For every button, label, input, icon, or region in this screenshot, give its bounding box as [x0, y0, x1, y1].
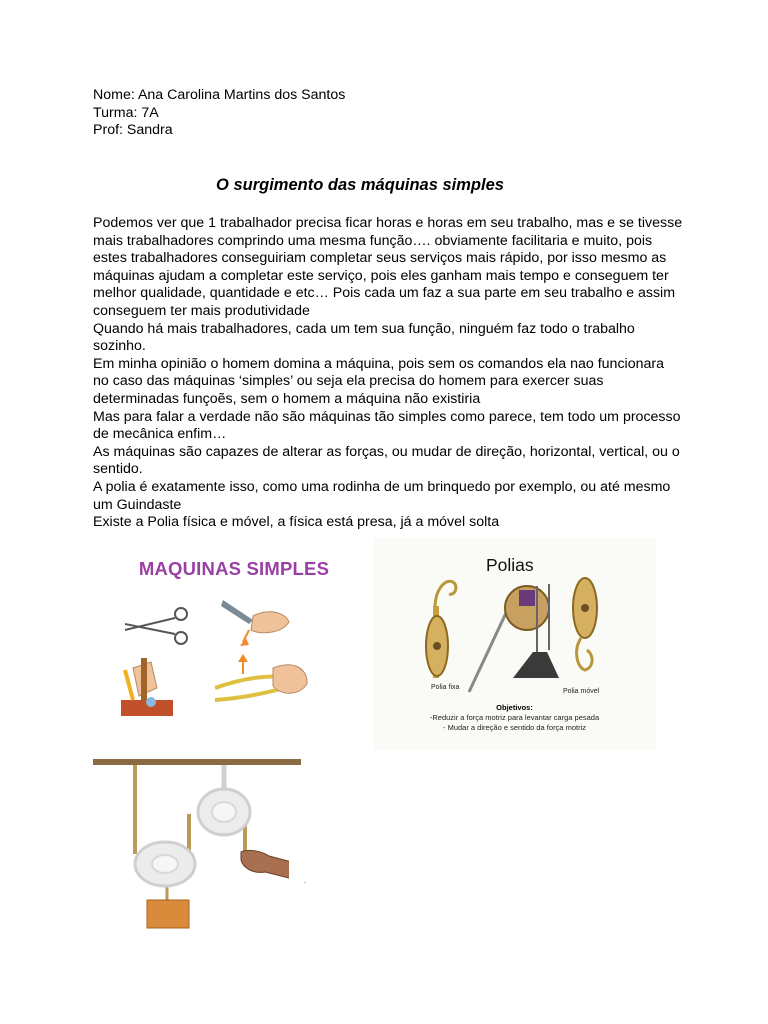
- movable-pulley-icon: [573, 578, 597, 670]
- objectives-title: Objetivos:: [496, 703, 533, 712]
- essay-body: [93, 215, 683, 532]
- paragraph: As máquinas são capazes de alterar as forças, ou mudar de direção, horizontal, vertical, ou o sentido.: [93, 443, 680, 478]
- figure-title: MAQUINAS SIMPLES: [138, 558, 330, 579]
- pulling-hand-icon: [241, 850, 311, 882]
- figure-title: Polias: [486, 555, 534, 575]
- ceiling-beam: [93, 759, 301, 765]
- pulley-system-diagram: [93, 756, 311, 934]
- chisel-hand-icon: [121, 658, 173, 716]
- movable-pulley-label: Polia móvel: [563, 688, 600, 695]
- paragraph: Em minha opinião o homem domina a máquina, pois sem os comandos ela nao funcionara no caso das máquinas ‘simples’ ou seja ela precisa do homem para exercer suas determinadas funçoẽs, sem o homem a máquina não existiria: [93, 355, 664, 407]
- document-title: O surgimento das máquinas simples: [216, 176, 504, 194]
- pulley-system-drawing: [93, 756, 311, 934]
- objective-line: -Reduzir a força motriz para levantar carga pesada: [429, 713, 600, 722]
- paragraph: A polia é exatamente isso, como uma rodinha de um brinquedo por exemplo, ou até mesmo um Guindaste: [93, 478, 671, 513]
- paragraph: Quando há mais trabalhadores, cada um tem sua função, ninguém faz todo o trabalho sozinho.: [93, 320, 635, 355]
- student-name: Nome: Ana Carolina Martins dos Santos: [93, 87, 346, 103]
- load-box-icon: [147, 900, 189, 928]
- pulley-with-weight-icon: [469, 584, 559, 692]
- tongs-hand-icon: [215, 654, 307, 700]
- simple-machines-drawings: [103, 550, 365, 723]
- student-header: [93, 87, 345, 140]
- paragraph: Mas para falar a verdade não são máquinas tão simples como parece, tem todo um processo de mecânica enfim…: [93, 408, 681, 443]
- fixed-pulley-label: Polia fixa: [431, 684, 460, 691]
- pulleys-illustration: [373, 538, 656, 750]
- student-class: Turma: 7A: [93, 104, 159, 121]
- fixed-pulley-icon: [426, 581, 456, 678]
- teacher-name: Prof: Sandra: [93, 122, 173, 139]
- paragraph: Podemos ver que 1 trabalhador precisa ficar horas e horas em seu trabalho, mas e se tivesse mais trabalhadores comprindo uma mesma função…. obviamente facilitaria e muito, pois estes trabalhadores conseguiriam completar seus serviços mais rápido, por isso mesmo as máquinas ajudam a completar este serviço, pois eles ganham mais tempo e conseguem ter melhor qualidade, quantidade e etc… Pois cada um faz a sua parte em seu trabalho e assim conseguem ter mais produtividade: [93, 215, 683, 319]
- objective-line: - Mudar a direção e sentido da força motriz: [443, 723, 586, 732]
- pliers-hand-icon: [221, 600, 289, 646]
- scissors-icon: [125, 608, 187, 644]
- paragraph: Existe a Polia física e móvel, a física está presa, já a móvel solta: [93, 514, 500, 531]
- simple-machines-illustration: [103, 550, 365, 723]
